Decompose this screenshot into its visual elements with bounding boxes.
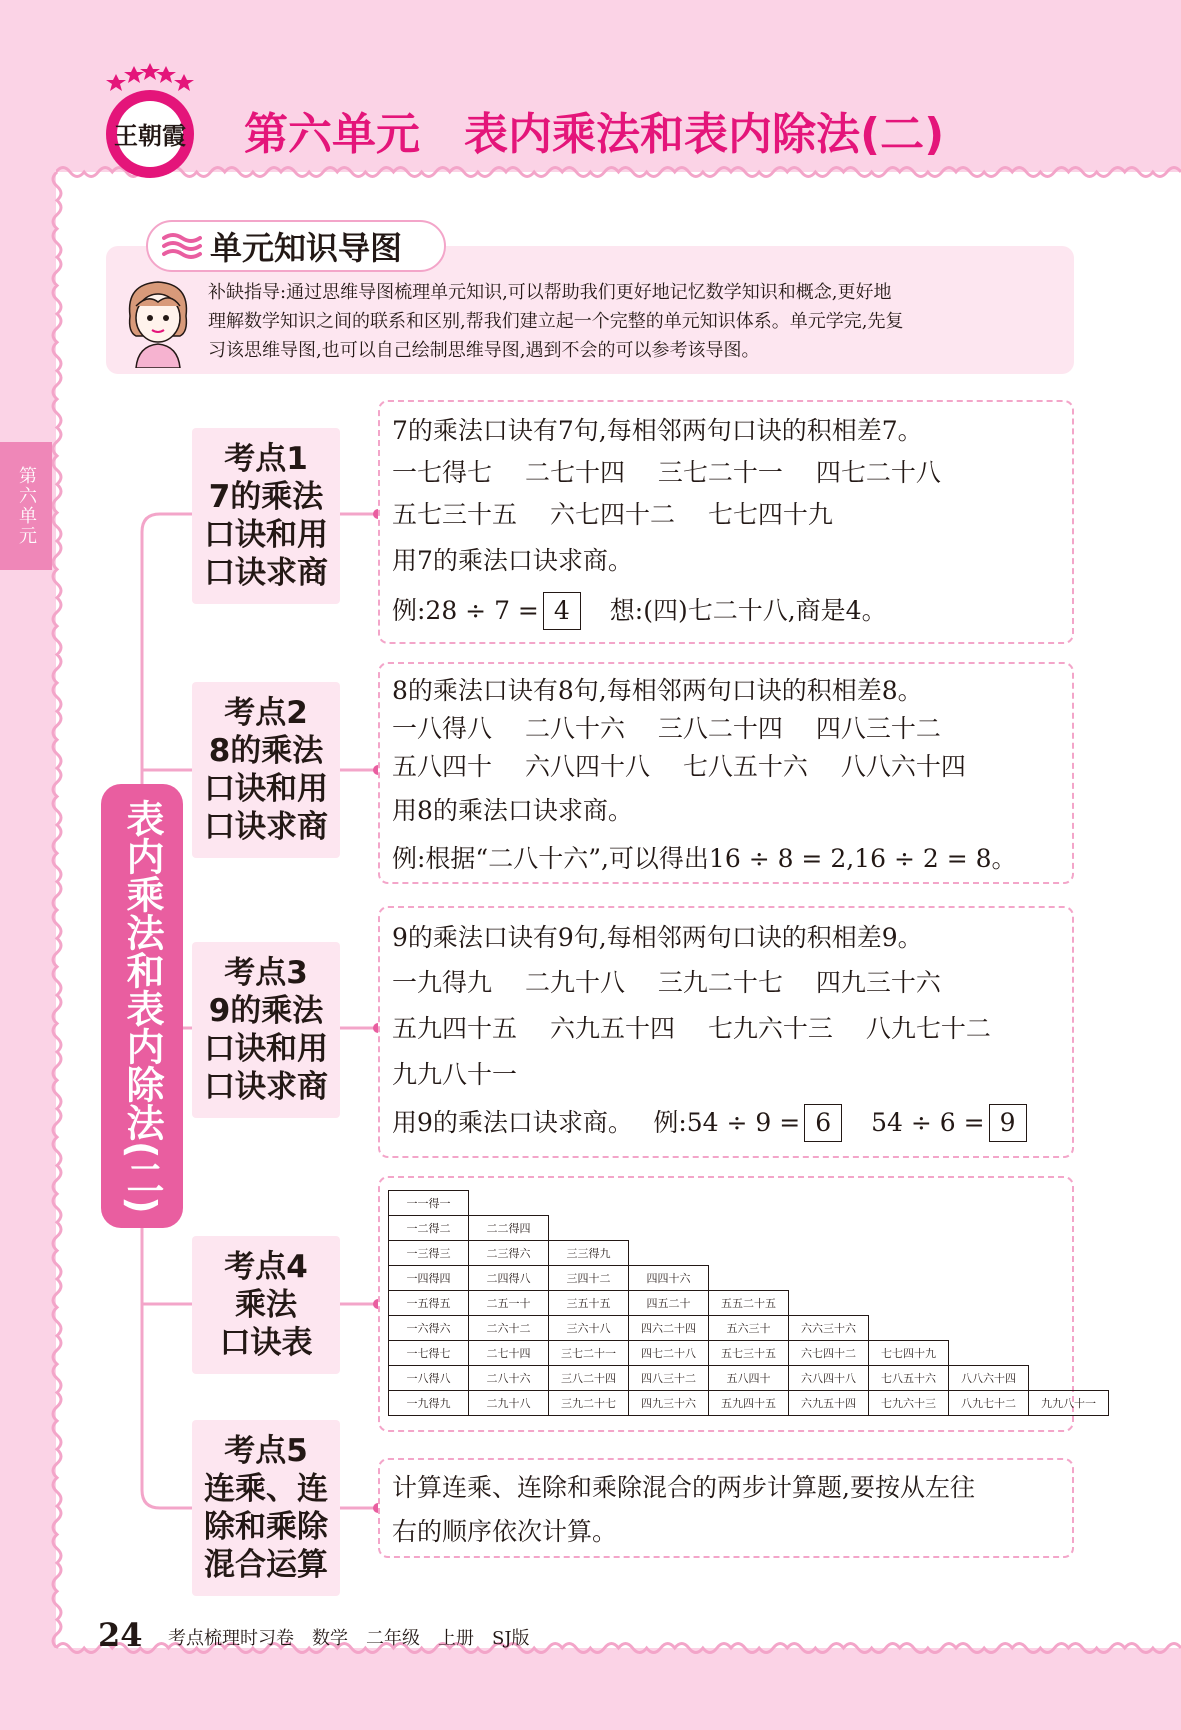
example-prefix: 例:28 ÷ 7 =: [392, 596, 539, 625]
table-empty-cell: [789, 1216, 869, 1241]
table-cell: 二二得四: [469, 1216, 549, 1241]
table-cell: 二八十六: [469, 1366, 549, 1391]
table-empty-cell: [869, 1316, 949, 1341]
table-cell: 三八二十四: [549, 1366, 629, 1391]
guide-line: 补缺指导:通过思维导图梳理单元知识,可以帮助我们更好地记忆数学知识和概念,更好地: [208, 282, 892, 303]
content-line: 九九八十一: [392, 1060, 518, 1089]
table-cell: 三三得九: [549, 1241, 629, 1266]
table-cell: 一八得八: [389, 1366, 469, 1391]
kp-line: 连乘、连: [204, 1471, 328, 1507]
table-empty-cell: [709, 1266, 789, 1291]
table-empty-cell: [629, 1216, 709, 1241]
content-line: 8的乘法口诀有8句,每相邻两句口诀的积相差8。: [392, 676, 923, 705]
table-empty-cell: [1029, 1366, 1109, 1391]
content-line: 右的顺序依次计算。: [392, 1517, 618, 1546]
table-empty-cell: [709, 1216, 789, 1241]
kp1-label: [192, 428, 340, 604]
kp2-content: [378, 662, 1074, 884]
example-mid: 54 ÷ 6 =: [846, 1108, 985, 1137]
table-empty-cell: [789, 1191, 869, 1216]
table-empty-cell: [949, 1316, 1029, 1341]
publisher-logo: [96, 60, 204, 180]
table-cell: 七八五十六: [869, 1366, 949, 1391]
kp4-label: [192, 1236, 340, 1374]
content-line: 7的乘法口诀有7句,每相邻两句口诀的积相差7。: [392, 416, 923, 445]
table-empty-cell: [789, 1291, 869, 1316]
table-empty-cell: [869, 1291, 949, 1316]
table-empty-cell: [789, 1266, 869, 1291]
logo-text: 王朝霞: [114, 121, 186, 150]
table-cell: 四六二十四: [629, 1316, 709, 1341]
kp-line: 乘法: [235, 1287, 297, 1323]
table-cell: 二六十二: [469, 1316, 549, 1341]
guide-line: 习该思维导图,也可以自己绘制思维导图,遇到不会的可以参考该导图。: [208, 340, 760, 361]
table-cell: 四七二十八: [629, 1341, 709, 1366]
table-cell: 二三得六: [469, 1241, 549, 1266]
table-cell: 四五二十: [629, 1291, 709, 1316]
table-cell: 六八四十八: [789, 1366, 869, 1391]
table-empty-cell: [1029, 1316, 1109, 1341]
content-line: 一八得八 二八十六 三八二十四 四八三十二: [392, 714, 941, 743]
table-empty-cell: [709, 1241, 789, 1266]
example-prefix: 用9的乘法口诀求商。 例:54 ÷ 9 =: [392, 1108, 801, 1137]
answer-box: 9: [989, 1104, 1027, 1142]
table-cell: 六九五十四: [789, 1391, 869, 1416]
content-line: 五九四十五 六九五十四 七九六十三 八九七十二: [392, 1014, 991, 1043]
kp-line: 口诀和用: [204, 1031, 328, 1067]
kp-line: 除和乘除: [204, 1509, 328, 1545]
kp-line: 口诀和用: [204, 771, 328, 807]
kp-line: 口诀求商: [204, 809, 328, 845]
table-cell: 五九四十五: [709, 1391, 789, 1416]
kp-line: 考点4: [224, 1249, 308, 1285]
kp-line: 口诀求商: [204, 555, 328, 591]
side-tab: 第六单元: [0, 442, 52, 570]
kp-line: 口诀和用: [204, 517, 328, 553]
table-cell: 二五一十: [469, 1291, 549, 1316]
guide-line: 理解数学知识之间的联系和区别,帮我们建立起一个完整的单元知识体系。单元学完,先复: [208, 311, 904, 332]
unit-title: 第六单元 表内乘法和表内除法(二): [244, 109, 945, 160]
table-cell: 八八六十四: [949, 1366, 1029, 1391]
table-empty-cell: [1029, 1216, 1109, 1241]
table-cell: 五七三十五: [709, 1341, 789, 1366]
table-empty-cell: [869, 1216, 949, 1241]
table-cell: 三九二十七: [549, 1391, 629, 1416]
table-row: [389, 1266, 1109, 1291]
table-empty-cell: [469, 1191, 549, 1216]
table-cell: 二四得八: [469, 1266, 549, 1291]
kp-line: 考点5: [224, 1433, 308, 1469]
table-row: [389, 1216, 1109, 1241]
table-empty-cell: [1029, 1241, 1109, 1266]
table-cell: 一九得九: [389, 1391, 469, 1416]
table-cell: 九九八十一: [1029, 1391, 1109, 1416]
girl-illustration: [118, 276, 198, 368]
table-empty-cell: [549, 1216, 629, 1241]
table-cell: 一七得七: [389, 1341, 469, 1366]
left-wave-border: [46, 172, 68, 1648]
guide-header: [146, 220, 446, 272]
content-line: 五八四十 六八四十八 七八五十六 八八六十四: [392, 752, 966, 781]
table-empty-cell: [789, 1241, 869, 1266]
waves-icon: [162, 231, 202, 261]
kp1-content: [378, 400, 1074, 644]
table-cell: 三四十二: [549, 1266, 629, 1291]
table-empty-cell: [549, 1191, 629, 1216]
table-empty-cell: [629, 1241, 709, 1266]
table-cell: 二七十四: [469, 1341, 549, 1366]
kp-line: 8的乘法: [208, 733, 324, 769]
table-cell: 五八四十: [709, 1366, 789, 1391]
table-empty-cell: [949, 1241, 1029, 1266]
content-line: 一九得九 二九十八 三九二十七 四九三十六: [392, 968, 941, 997]
content-line: 用8的乘法口诀求商。: [392, 796, 633, 825]
kp-line: 考点1: [224, 441, 308, 477]
table-row: [389, 1366, 1109, 1391]
content-line: 例:根据“二八十六”,可以得出16 ÷ 8 = 2,16 ÷ 2 = 8。: [392, 844, 1017, 873]
table-empty-cell: [949, 1291, 1029, 1316]
table-empty-cell: [629, 1191, 709, 1216]
table-cell: 四四十六: [629, 1266, 709, 1291]
kp-line: 考点2: [224, 695, 308, 731]
content-line: 计算连乘、连除和乘除混合的两步计算题,要按从左往: [392, 1473, 975, 1502]
kp3-content: [378, 906, 1074, 1158]
table-cell: 二九十八: [469, 1391, 549, 1416]
table-row: [389, 1391, 1109, 1416]
table-row: [389, 1191, 1109, 1216]
table-cell: 三五十五: [549, 1291, 629, 1316]
kp-line: 7的乘法: [208, 479, 324, 515]
table-empty-cell: [1029, 1291, 1109, 1316]
table-cell: 一四得四: [389, 1266, 469, 1291]
table-cell: 五六三十: [709, 1316, 789, 1341]
footer-text: 考点梳理时习卷 数学 二年级 上册 SJ版: [168, 1628, 530, 1649]
table-cell: 一五得五: [389, 1291, 469, 1316]
kp-line: 口诀表: [219, 1325, 313, 1361]
kp5-content: [378, 1458, 1074, 1558]
table-empty-cell: [869, 1191, 949, 1216]
table-row: [389, 1316, 1109, 1341]
table-empty-cell: [949, 1266, 1029, 1291]
table-cell: 三七二十一: [549, 1341, 629, 1366]
example-line: [392, 1098, 1072, 1148]
page-number: 24: [98, 1616, 143, 1654]
table-cell: 三六十八: [549, 1316, 629, 1341]
example-line: [392, 586, 1072, 636]
table-empty-cell: [1029, 1191, 1109, 1216]
table-cell: 五五二十五: [709, 1291, 789, 1316]
top-wave-border: [56, 160, 1181, 184]
content-line: 9的乘法口诀有9句,每相邻两句口诀的积相差9。: [392, 923, 923, 952]
table-cell: 六六三十六: [789, 1316, 869, 1341]
table-cell: 四八三十二: [629, 1366, 709, 1391]
table-cell: 一三得三: [389, 1241, 469, 1266]
table-cell: 八九七十二: [949, 1391, 1029, 1416]
table-cell: 一六得六: [389, 1316, 469, 1341]
table-empty-cell: [869, 1241, 949, 1266]
content-line: 一七得七 二七十四 三七二十一 四七二十八: [392, 458, 941, 487]
table-cell: 六七四十二: [789, 1341, 869, 1366]
content-line: 用7的乘法口诀求商。: [392, 546, 633, 575]
main-topic-label: 表内乘法和表内除法(二): [101, 784, 183, 1228]
table-empty-cell: [949, 1341, 1029, 1366]
table-empty-cell: [1029, 1341, 1109, 1366]
multiplication-table: [388, 1190, 1109, 1416]
table-row: [389, 1341, 1109, 1366]
table-cell: 一一得一: [389, 1191, 469, 1216]
kp-line: 口诀求商: [204, 1069, 328, 1105]
guide-text: [208, 278, 1066, 365]
kp5-label: [192, 1420, 340, 1596]
table-row: [389, 1291, 1109, 1316]
guide-heading: 单元知识导图: [210, 229, 403, 267]
table-empty-cell: [709, 1191, 789, 1216]
table-empty-cell: [949, 1216, 1029, 1241]
content-line: 五七三十五 六七四十二 七七四十九: [392, 500, 833, 529]
answer-box: 6: [804, 1104, 842, 1142]
answer-box: 4: [543, 592, 581, 630]
table-cell: 四九三十六: [629, 1391, 709, 1416]
table-row: [389, 1241, 1109, 1266]
kp-line: 9的乘法: [208, 993, 324, 1029]
table-cell: 一二得二: [389, 1216, 469, 1241]
kp3-label: [192, 942, 340, 1118]
table-empty-cell: [949, 1191, 1029, 1216]
table-empty-cell: [1029, 1266, 1109, 1291]
example-suffix: 想:(四)七二十八,商是4。: [584, 596, 887, 625]
table-empty-cell: [869, 1266, 949, 1291]
table-cell: 七九六十三: [869, 1391, 949, 1416]
kp-line: 混合运算: [204, 1547, 328, 1583]
kp2-label: [192, 682, 340, 858]
kp-line: 考点3: [224, 955, 308, 991]
table-cell: 七七四十九: [869, 1341, 949, 1366]
